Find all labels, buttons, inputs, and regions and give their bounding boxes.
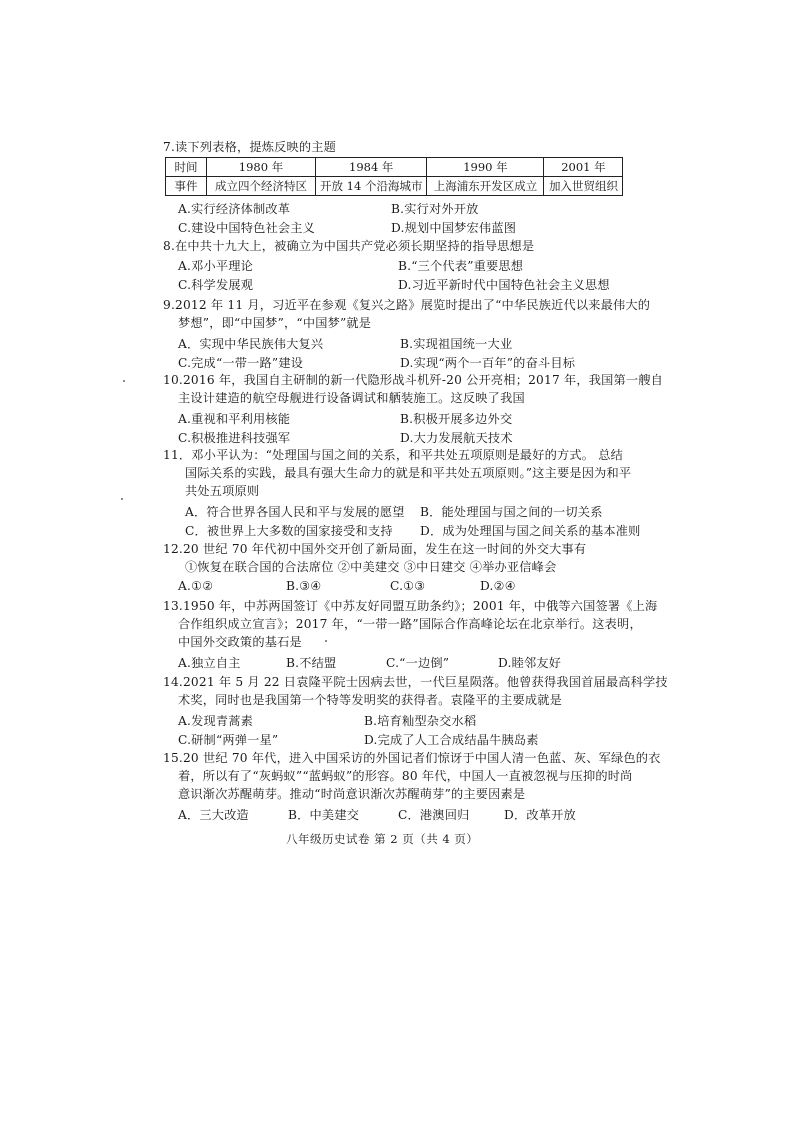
option-b: B.“三个代表”重要思想: [398, 259, 524, 273]
option-c: C．被世界上大多数的国家接受和支持: [185, 524, 393, 538]
question-11-stem-line: 11．邓小平认为：“处理国与国之间的关系，和平共处五项原则是最好的方式。 总结: [163, 448, 623, 462]
question-13: [163, 597, 658, 673]
option-c: C.完成“一带一路”建设: [178, 356, 304, 370]
option-d: D．成为处理国与国之间关系的基本准则: [420, 524, 641, 538]
question-9-stem-line: 9.2012 年 11 月，习近平在参观《复兴之路》展览时提出了“中华民族近代以来最伟大的: [163, 298, 651, 312]
option-c: C.科学发展观: [178, 278, 254, 292]
question-12-stem-line: 12.20 世纪 70 年代初中国外交开创了新局面，发生在这一时间的外交大事有: [163, 542, 587, 556]
option-c: C.“一边倒”: [386, 656, 450, 670]
question-10-stem-line: 主设计建造的航空母舰进行设备调试和舾装施工。这反映了我国: [178, 391, 525, 405]
option-d: D．改革开放: [504, 808, 576, 822]
question-8-stem: 8.在中共十九大上，被确立为中国共产党必须长期坚持的指导思想是: [163, 239, 535, 253]
option-b: B．能处理国与国之间的一切关系: [420, 505, 603, 519]
question-14: [163, 673, 668, 750]
question-13-stem-line: 中国外交政策的基石是: [178, 635, 302, 649]
option-b: B.培育籼型杂交水稻: [364, 714, 477, 728]
option-a: A.实行经济体制改革: [178, 202, 291, 216]
option-a: A.①②: [178, 579, 214, 593]
question-11-stem-line: 共处五项原则: [185, 484, 260, 498]
question-15-stem-line: 意识渐次苏醒萌芽。推动“时尚意识渐次苏醒萌芽”的主要因素是: [178, 787, 526, 801]
table-row: [166, 158, 623, 177]
option-d: D.②④: [480, 579, 516, 593]
table-cell-year: 1980 年: [207, 158, 316, 177]
table-cell-event: 上海浦东开发区成立: [427, 177, 544, 196]
option-b: B.实现祖国统一大业: [400, 337, 513, 351]
option-c: C.①③: [390, 579, 426, 593]
question-12-stem-line: ①恢复在联合国的合法席位 ②中美建交 ③中日建交 ④举办亚信峰会: [185, 560, 557, 574]
page-footer: 八年级历史试卷 第 2 页（共 4 页）: [286, 832, 479, 846]
question-15-stem-line: 15.20 世纪 70 年代，进入中国采访的外国记者们惊讶于中国人清一色蓝、灰、军绿色的衣: [163, 751, 661, 765]
question-8: [163, 237, 613, 295]
option-b: B．中美建交: [288, 808, 360, 822]
option-a: A．符合世界各国人民和平与发展的愿望: [185, 505, 405, 519]
table-cell-event: 成立四个经济特区: [207, 177, 316, 196]
option-d: D.规划中国梦宏伟蓝图: [391, 221, 517, 235]
option-c: C．港澳回归: [398, 808, 470, 822]
table-cell-event: 加入世贸组织: [544, 177, 623, 196]
question-11-stem-line: 国际关系的实践，最具有强大生命力的就是和平共处五项原则。”这主要是因为和平: [185, 466, 632, 480]
question-7-stem: 7.读下列表格，提炼反映的主题: [163, 140, 337, 154]
table-cell-event: 开放 14 个沿海城市: [316, 177, 427, 196]
scan-speck: [123, 380, 125, 382]
option-d: D.实现“两个一百年”的奋斗目标: [400, 356, 576, 370]
question-12: [163, 540, 623, 596]
question-15-stem-line: 着，所以有了“灰蚂蚁”“蓝蚂蚁”的形容。80 年代，中国人一直被忽视与压抑的时尚: [178, 769, 633, 783]
option-a: A.重视和平利用核能: [178, 412, 291, 426]
option-a: A.发现青蒿素: [178, 714, 254, 728]
option-d: D.大力发展航天技术: [400, 431, 513, 445]
question-9-stem-line: 梦想”，即“中国梦”，“中国梦”就是: [178, 316, 372, 330]
table-header-time: 时间: [166, 158, 207, 177]
option-a: A.邓小平理论: [178, 259, 254, 273]
scan-speck: [121, 498, 123, 500]
table-cell-year: 1990 年: [427, 158, 544, 177]
option-c: C.研制“两弹一星”: [178, 733, 279, 747]
option-d: D.完成了人工合成结晶牛胰岛素: [364, 733, 539, 747]
option-c: C.积极推进科技强军: [178, 431, 291, 445]
option-d: D.睦邻友好: [498, 656, 562, 670]
option-b: B.积极开展多边外交: [400, 412, 513, 426]
option-b: B.实行对外开放: [391, 202, 479, 216]
scan-speck: [325, 640, 327, 642]
option-a: A．实现中华民族伟大复兴: [178, 337, 324, 351]
question-9: [163, 296, 651, 373]
question-14-stem-line: 14.2021 年 5 月 22 日袁隆平院士因病去世，一代巨星陨落。他曾获得我国首届最高科学技: [163, 675, 668, 689]
question-13-stem-line: 13.1950 年，中苏两国签订《中苏友好同盟互助条约》；2001 年，中俄等六国签署《上海: [163, 599, 658, 613]
question-10: [163, 371, 664, 448]
table-header-event: 事件: [166, 177, 207, 196]
option-a: A.独立自主: [178, 656, 241, 670]
question-10-stem-line: 10.2016 年，我国自主研制的新一代隐形战斗机歼-20 公开亮相；2017 年，我国第一艘自: [163, 373, 664, 387]
question-7-options: [178, 200, 598, 238]
option-d: D.习近平新时代中国特色社会主义思想: [398, 278, 610, 292]
table-row: [166, 177, 623, 196]
option-b: B.③④: [286, 579, 322, 593]
table-cell-year: 1984 年: [316, 158, 427, 177]
option-b: B.不结盟: [286, 656, 337, 670]
question-14-stem-line: 术奖，同时也是我国第一个特等发明奖的获得者。袁隆平的主要成就是: [178, 693, 563, 707]
question-13-stem-line: 合作组织成立宣言》；2017 年，“一带一路”国际合作高峰论坛在北京举行。这表明，: [178, 617, 642, 631]
table-cell-year: 2001 年: [544, 158, 623, 177]
question-15: [163, 749, 661, 825]
option-a: A．三大改造: [178, 808, 249, 822]
option-c: C.建设中国特色社会主义: [178, 221, 316, 235]
question-11: [163, 446, 641, 541]
question-7-table: [165, 157, 623, 196]
